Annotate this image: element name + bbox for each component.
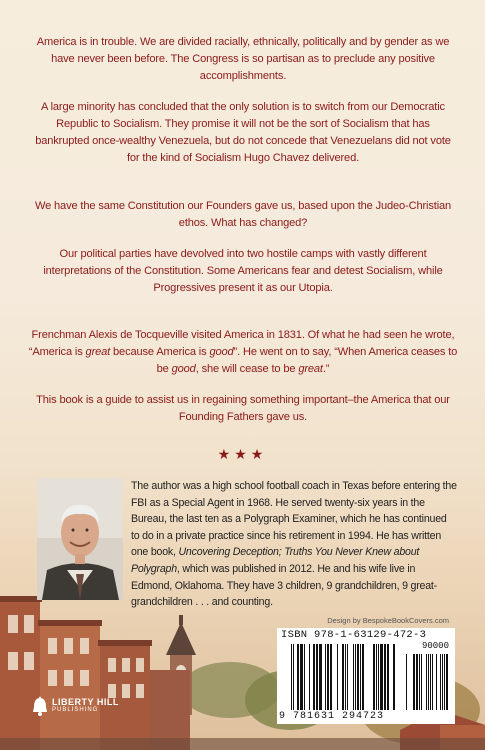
quote-part: , she will cease to be (195, 363, 299, 375)
publisher-name: LIBERTY HILL (52, 697, 119, 707)
bio-text: , which was published in 2012. He and his wife live in Edmond, Oklahoma. They have 3 children, 9 grandchildren, 9 great-grandchildren . . . and counting. (131, 562, 437, 609)
quote-part: ”. He went on to say, “When America ceases to be (156, 346, 458, 375)
bio-text: The author was a high school football coach in Texas before entering the FBI as a Special Agent in 1968. He served twenty-six years in the Bureau, the last ten as a Polygraph Examiner, which he has continued to do in a private practice since his retirement in 1994. He has written one book, (131, 480, 457, 559)
quote-emphasis: great (85, 346, 111, 358)
blurb-paragraph-1: America is in trouble. We are divided racially, ethnically, politically and by gender as we have never been before. The Congress is so partisan as to preclude any positive accomplishments. (36, 36, 450, 82)
blurb-paragraph-tocqueville (28, 327, 458, 378)
liberty-bell-icon (32, 695, 48, 717)
blurb-paragraph-3: We have the same Constitution our Founders gave us, based upon the Judeo-Christian ethos. What has changed? (34, 200, 452, 229)
book-title: Uncovering Deception; Truths You Never Knew about Polygraph (131, 546, 420, 575)
quote-part: Frenchman Alexis de Tocqueville visited America in 1831. Of what he had seen he wrote, “America is (28, 329, 455, 358)
barcode-icon (277, 628, 455, 724)
barcode-number: 9 781631 294723 (279, 711, 385, 722)
star-divider: ★★★ (217, 446, 268, 462)
quote-emphasis: great (298, 363, 323, 375)
quote-part: because America is (110, 346, 210, 358)
blurb-paragraph-2: A large minority has concluded that the only solution is to switch from our Democratic Republic to Socialism. They promise it will not be the sort of Socialism that has bankrupted once-wealthy Venezuela, but do not concede that Venezuelans did not vote for the kind of Socialism Hugo Chavez delivered. (35, 101, 451, 164)
publisher-logo (32, 695, 119, 717)
quote-emphasis: good (171, 363, 196, 375)
blurb-paragraph-4: Our political parties have devolved into two hostile camps with vastly different interpretations of the Constitution. Some Americans fear and detest Socialism, while Progressives present it as our Utopia. (43, 248, 443, 294)
author-photo (37, 478, 123, 600)
quote-part: .” (322, 363, 330, 375)
design-credit: Design by BespokeBookCovers.com (327, 616, 449, 625)
quote-emphasis: good (209, 346, 234, 358)
isbn-barcode-box (277, 628, 455, 724)
author-bio (131, 478, 457, 611)
isbn-label: ISBN 978-1-63129-472-3 (281, 629, 427, 641)
blurb-paragraph-6: This book is a guide to assist us in regaining something important–the America that our Founding Fathers gave us. (36, 394, 450, 423)
publisher-sub: PUBLISHING (52, 707, 99, 713)
isbn-price-code: 90000 (421, 641, 449, 651)
